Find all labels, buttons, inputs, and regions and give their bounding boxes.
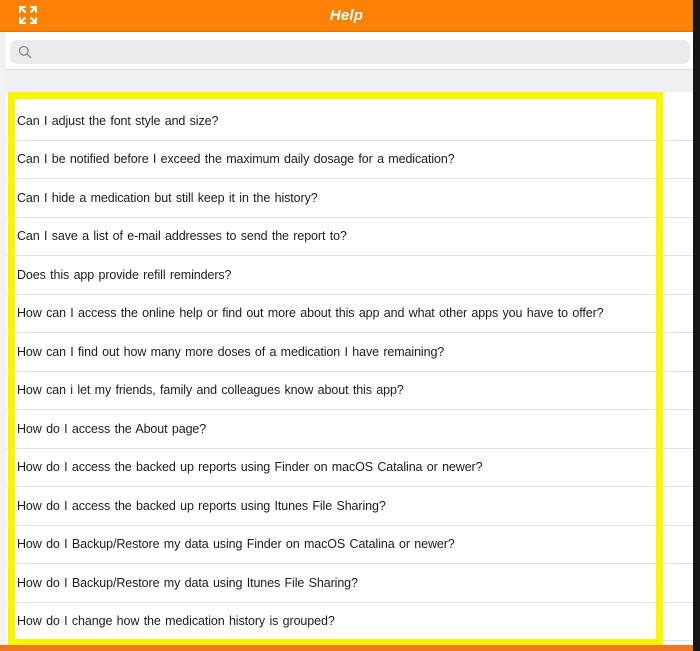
page-title: Help [329,7,364,24]
faq-item[interactable] [0,410,693,449]
faq-item-label: How do I access the About page? [17,421,207,436]
faq-item[interactable] [0,179,693,218]
faq-item[interactable] [0,564,693,603]
search-input[interactable] [10,40,690,64]
faq-item[interactable] [0,218,693,257]
faq-item-label: How do I access the backed up reports using Itunes File Sharing? [17,498,386,513]
faq-item[interactable] [0,102,693,141]
faq-item[interactable] [0,526,693,565]
faq-item-label: Can I be notified before I exceed the maximum daily dosage for a medication? [17,152,455,167]
faq-item[interactable] [0,487,693,526]
faq-item[interactable] [0,449,693,488]
faq-item-label: How do I access the backed up reports using Finder on macOS Catalina or newer? [17,460,483,475]
faq-item-label: Can I save a list of e-mail addresses to send the report to? [17,229,347,244]
faq-item-label: How can I access the online help or find out more about this app and what other apps you have to offer? [17,306,604,321]
faq-item[interactable] [0,372,693,411]
footer-bar [0,645,700,651]
search-bar [10,40,690,64]
faq-item-label: How can I find out how many more doses of a medication I have remaining? [17,344,445,359]
search-icon [18,45,32,59]
faq-item-label: Can I adjust the font style and size? [17,113,219,128]
header-bar [0,0,693,32]
screen-right-edge [693,0,700,651]
faq-item-label: How can i let my friends, family and colleagues know about this app? [17,383,404,398]
faq-item-label: How do I change how the medication history is grouped? [17,614,335,629]
section-gap [0,70,693,92]
faq-item[interactable] [0,141,693,180]
faq-item-label: How do I Backup/Restore my data using Finder on macOS Catalina or newer? [17,537,455,552]
faq-item[interactable] [0,256,693,295]
expand-arrows-icon [17,5,39,28]
faq-list [0,92,693,646]
faq-item[interactable] [0,333,693,372]
faq-item[interactable] [0,295,693,334]
faq-item-label: Does this app provide refill reminders? [17,267,232,282]
faq-item[interactable] [0,603,693,642]
faq-item-label: How do I Backup/Restore my data using Itunes File Sharing? [17,575,358,590]
expand-button[interactable] [14,4,42,28]
faq-item-label: Can I hide a medication but still keep it in the history? [17,190,318,205]
left-gutter [0,32,6,646]
